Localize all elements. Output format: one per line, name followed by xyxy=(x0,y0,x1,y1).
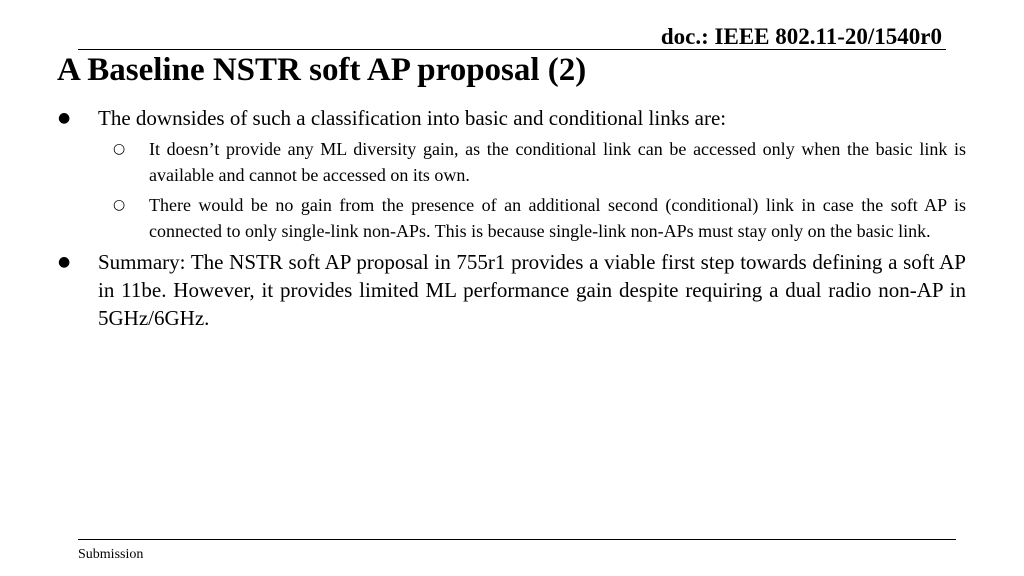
bullet-marker: ● xyxy=(58,254,71,270)
sub-bullet-marker: ○ xyxy=(113,141,126,157)
footer-divider xyxy=(78,539,956,540)
sub-bullet-text: It doesn’t provide any ML diversity gain, as the conditional link can be accessed only when the basic link is available and cannot be accessed on its own. xyxy=(149,139,966,185)
sub-bullet-item xyxy=(113,136,966,188)
bullet-marker: ● xyxy=(58,110,71,126)
bullet-item xyxy=(58,248,966,332)
header-divider xyxy=(78,49,946,50)
bullet-text: The downsides of such a classification into basic and conditional links are: xyxy=(98,106,727,130)
bullet-item xyxy=(58,104,966,132)
sub-bullet-item xyxy=(113,192,966,244)
slide-body xyxy=(58,104,966,332)
sub-bullet-marker: ○ xyxy=(113,197,126,213)
bullet-text: Summary: The NSTR soft AP proposal in 755r1 provides a viable first step towards defining a soft AP in 11be. However, it provides limited ML performance gain despite requiring a dual radio non-AP in 5GHz/6GHz. xyxy=(98,250,966,330)
document-reference: doc.: IEEE 802.11-20/1540r0 xyxy=(660,24,942,49)
footer-label: Submission xyxy=(78,547,144,562)
slide-title: A Baseline NSTR soft AP proposal (2) xyxy=(57,52,587,88)
sub-bullet-text: There would be no gain from the presence of an additional second (conditional) link in case the soft AP is connected to only single-link non-APs. This is because single-link non-APs must stay only on the basic link. xyxy=(149,195,966,241)
